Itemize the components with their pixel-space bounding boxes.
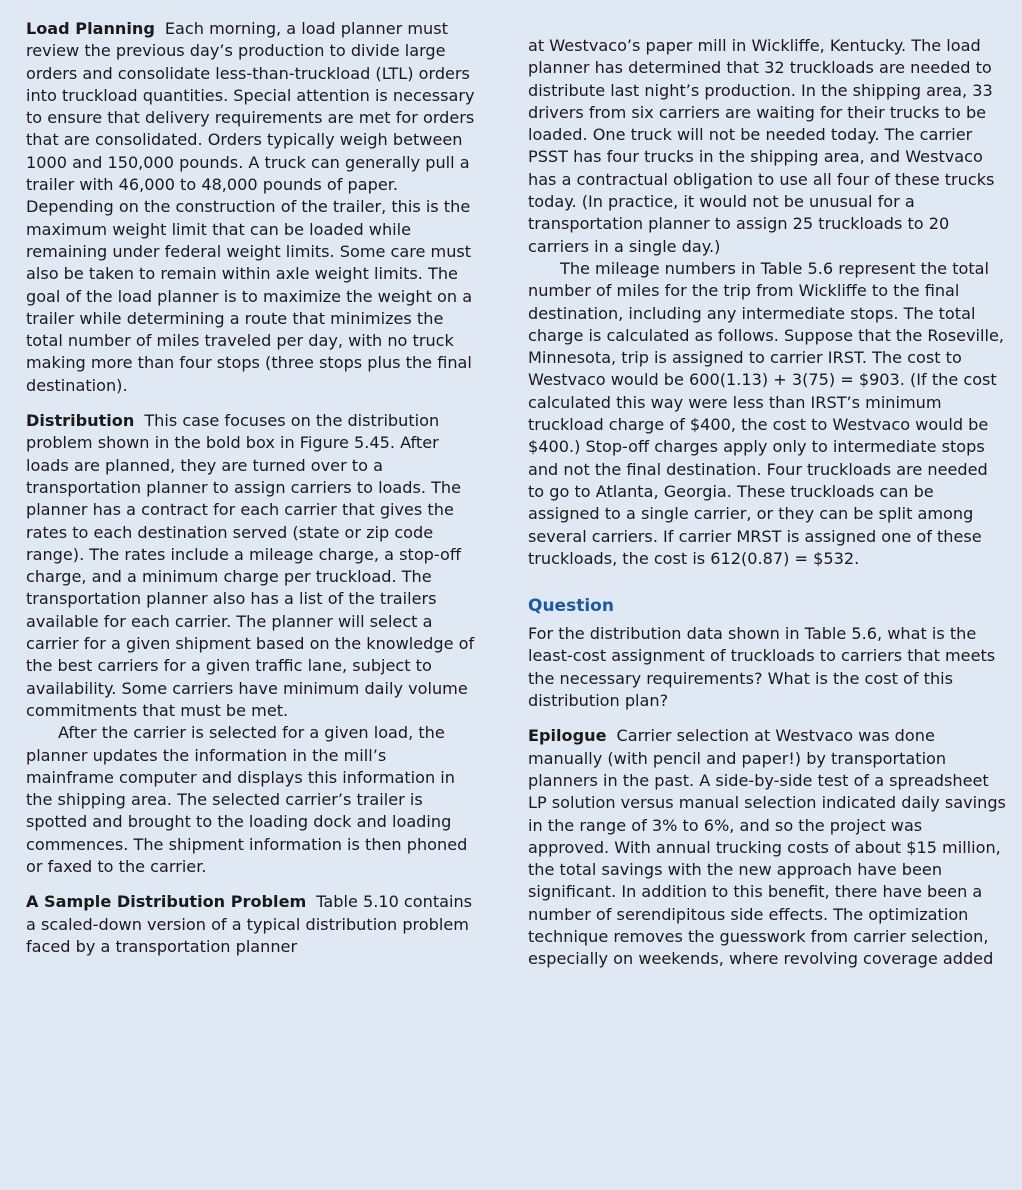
load-planning-paragraph bbox=[26, 18, 478, 397]
sample-problem-paragraph bbox=[26, 891, 478, 958]
distribution-paragraph bbox=[26, 410, 478, 722]
load-planning-heading: Load Planning bbox=[26, 19, 155, 38]
left-column bbox=[26, 18, 478, 958]
distribution-paragraph-2: After the carrier is selected for a given load, the planner updates the information in the mill’s mainframe computer and displays this information in the shipping area. The selected carrier’s trailer is spotted and brought to the loading dock and loading commences. The shipment information is then phoned or faxed to the carrier. bbox=[26, 723, 468, 876]
load-planning-text: Each morning, a load planner must review the previous day’s production to divide large orders and consolidate less-than-truckload (LTL) orders into truckload quantities. Special attention is necessary to ensure that delivery requirements are met for orders that are consolidated. Orders typically weigh between 1000 and 150,000 pounds. A truck can generally pull a trailer with 46,000 to 48,000 pounds of paper. Depending on the construction of the trailer, this is the maximum weight limit that can be loaded while remaining under federal weight limits. Some care must also be taken to remain within axle weight limits. The goal of the load planner is to maximize the weight on a trailer while determining a route that minimizes the total number of miles traveled per day, with no truck making more than four stops (three stops plus the final destination). bbox=[26, 19, 475, 395]
question-text: For the distribution data shown in Table 5.6, what is the least-cost assignment of truckloads to carriers that meets the necessary requirements? What is the cost of this distribution plan? bbox=[528, 624, 996, 711]
sample-problem-text: Table 5.10 contains a scaled-down version of a typical distribution problem faced by a transportation planner bbox=[26, 892, 473, 956]
question-heading: Question bbox=[528, 596, 614, 617]
continued-paragraph: at Westvaco’s paper mill in Wickliffe, Kentucky. The load planner has determined that 32 truckloads are needed to distribute last night’s production. In the shipping area, 33 drivers from six carriers are waiting for their trucks to be loaded. One truck will not be needed today. The carrier PSST has four trucks in the shipping area, and Westvaco has a contractual obligation to use all four of these trucks today. (In practice, it would not be unusual for a transportation planner to assign 25 truckloads to 20 carriers in a single day.) bbox=[528, 36, 995, 256]
epilogue-heading: Epilogue bbox=[528, 726, 607, 746]
epilogue-text: Carrier selection at Westvaco was done manually (with pencil and paper!) by transportation planners in the past. A side-by-side test of a spreadsheet LP solution versus manual selection indicated daily savings in the range of 3% to 6%, and so the project was approved. With annual trucking costs of about $15 million, the total savings with the new approach have been significant. In addition to this benefit, there have been a number of serendipitous side effects. The optimization technique removes the guesswork from carrier selection, especially on weekends, where revolving coverage added bbox=[528, 726, 1006, 969]
distribution-text: This case focuses on the distribution problem shown in the bold box in Figure 5.45. After loads are planned, they are turned over to a transportation planner to assign carriers to loads. The planner has a contract for each carrier that gives the rates to each destination served (state or zip code range). The rates include a mileage charge, a stop-off charge, and a minimum charge per truckload. The transportation planner also has a list of the trailers available for each carrier. The planner will select a carrier for a given shipment based on the knowledge of the best carriers for a given traffic lane, subject to availability. Some carriers have minimum daily volume commitments that must be met. bbox=[26, 411, 475, 720]
mileage-paragraph: The mileage numbers in Table 5.6 represent the total number of miles for the trip from Wickliffe to the final destination, including any intermediate stops. The total charge is calculated as follows. Suppose that the Roseville, Minnesota, trip is assigned to carrier IRST. The cost to Westvaco would be 600(1.13) + 3(75) = $903. (If the cost calculated this way were less than IRST’s minimum truckload charge of $400, the cost to Westvaco would be $400.) Stop-off charges apply only to intermediate stops and not the final destination. Four truckloads are needed to go to Atlanta, Georgia. These truckloads can be assigned to a single carrier, or they can be split among several carriers. If carrier MRST is assigned one of these truckloads, the cost is 612(0.87) = $532. bbox=[528, 258, 1004, 568]
sample-problem-heading: A Sample Distribution Problem bbox=[26, 892, 307, 912]
distribution-heading: Distribution bbox=[26, 411, 135, 431]
epilogue-paragraph bbox=[528, 725, 1006, 970]
right-column bbox=[528, 35, 1006, 971]
